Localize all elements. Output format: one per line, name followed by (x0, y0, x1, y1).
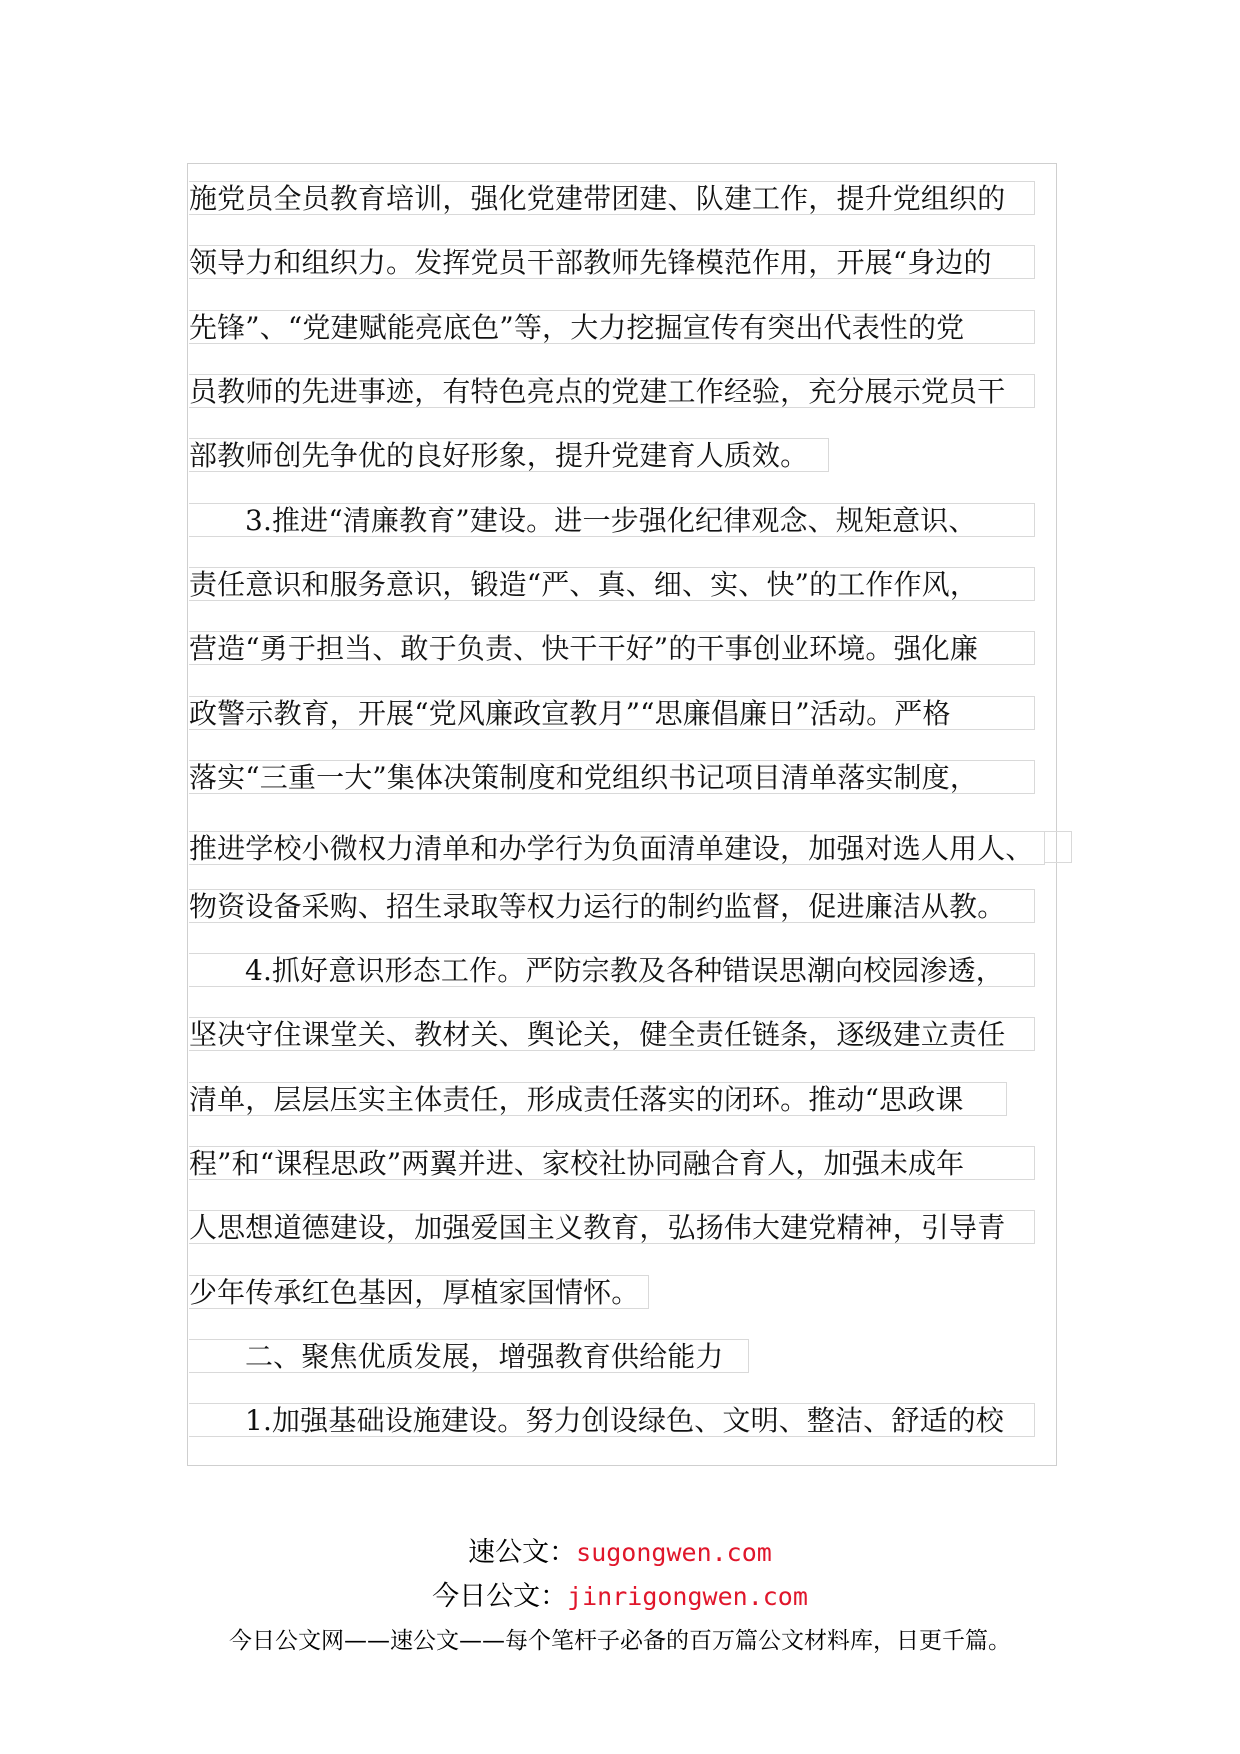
text-line: 人思想道德建设，加强爱国主义教育，弘扬伟大建党精神，引导青 (189, 1210, 1035, 1244)
text-line: 施党员全员教育培训，强化党建带团建、队建工作，提升党组织的 (189, 181, 1035, 215)
text-line: 责任意识和服务意识，锻造“严、真、细、实、快”的工作作风， (189, 567, 1035, 601)
footer-url-link[interactable]: sugongwen.com (576, 1538, 772, 1567)
text-line: 清单，层层压实主体责任，形成责任落实的闭环。推动“思政课 (189, 1082, 1007, 1116)
text-line: 少年传承红色基因，厚植家国情怀。 (189, 1275, 649, 1309)
section-heading-line: 二、聚焦优质发展，增强教育供给能力 (189, 1339, 749, 1373)
paragraph-start-line: 4.抓好意识形态工作。严防宗教及各种错误思潮向校园渗透， (189, 953, 1035, 987)
footer-line-jinrigongwen (0, 1574, 1240, 1613)
text-line: 程”和“课程思政”两翼并进、家校社协同融合育人，加强未成年 (189, 1146, 1035, 1180)
footer-site-label: 今日公文： (432, 1581, 568, 1612)
text-line: 落实“三重一大”集体决策制度和党组织书记项目清单落实制度， (189, 760, 1035, 794)
text-line: 政警示教育，开展“党风廉政宣教月”“思廉倡廉日”活动。严格 (189, 696, 1035, 730)
text-line: 部教师创先争优的良好形象，提升党建育人质效。 (189, 438, 829, 472)
text-line: 先锋”、“党建赋能亮底色”等，大力挖掘宣传有突出代表性的党 (189, 310, 1035, 344)
text-line: 领导力和组织力。发挥党员干部教师先锋模范作用，开展“身边的 (189, 245, 1035, 279)
text-line: 推进学校小微权力清单和办学行为负面清单建设，加强对选人用人、 (189, 831, 1045, 865)
overflow-char-box (1044, 831, 1072, 863)
paragraph-start-line: 1.加强基础设施建设。努力创设绿色、文明、整洁、舒适的校 (189, 1403, 1035, 1437)
footer-line-sugongwen (0, 1530, 1240, 1569)
text-line: 员教师的先进事迹，有特色亮点的党建工作经验，充分展示党员干 (189, 374, 1035, 408)
footer-site-label: 速公文： (468, 1537, 577, 1568)
document-page-frame (187, 163, 1057, 1466)
footer-slogan: 今日公文网——速公文——每个笔杆子必备的百万篇公文材料库，日更千篇。 (229, 1628, 1011, 1654)
paragraph-start-line: 3.推进“清廉教育”建设。进一步强化纪律观念、规矩意识、 (189, 503, 1035, 537)
text-line: 营造“勇于担当、敢于负责、快干干好”的干事创业环境。强化廉 (189, 631, 1035, 665)
text-line: 坚决守住课堂关、教材关、舆论关，健全责任链条，逐级建立责任 (189, 1017, 1035, 1051)
footer-url-link[interactable]: jinrigongwen.com (567, 1582, 808, 1611)
text-line: 物资设备采购、招生录取等权力运行的制约监督，促进廉洁从教。 (189, 889, 1035, 923)
